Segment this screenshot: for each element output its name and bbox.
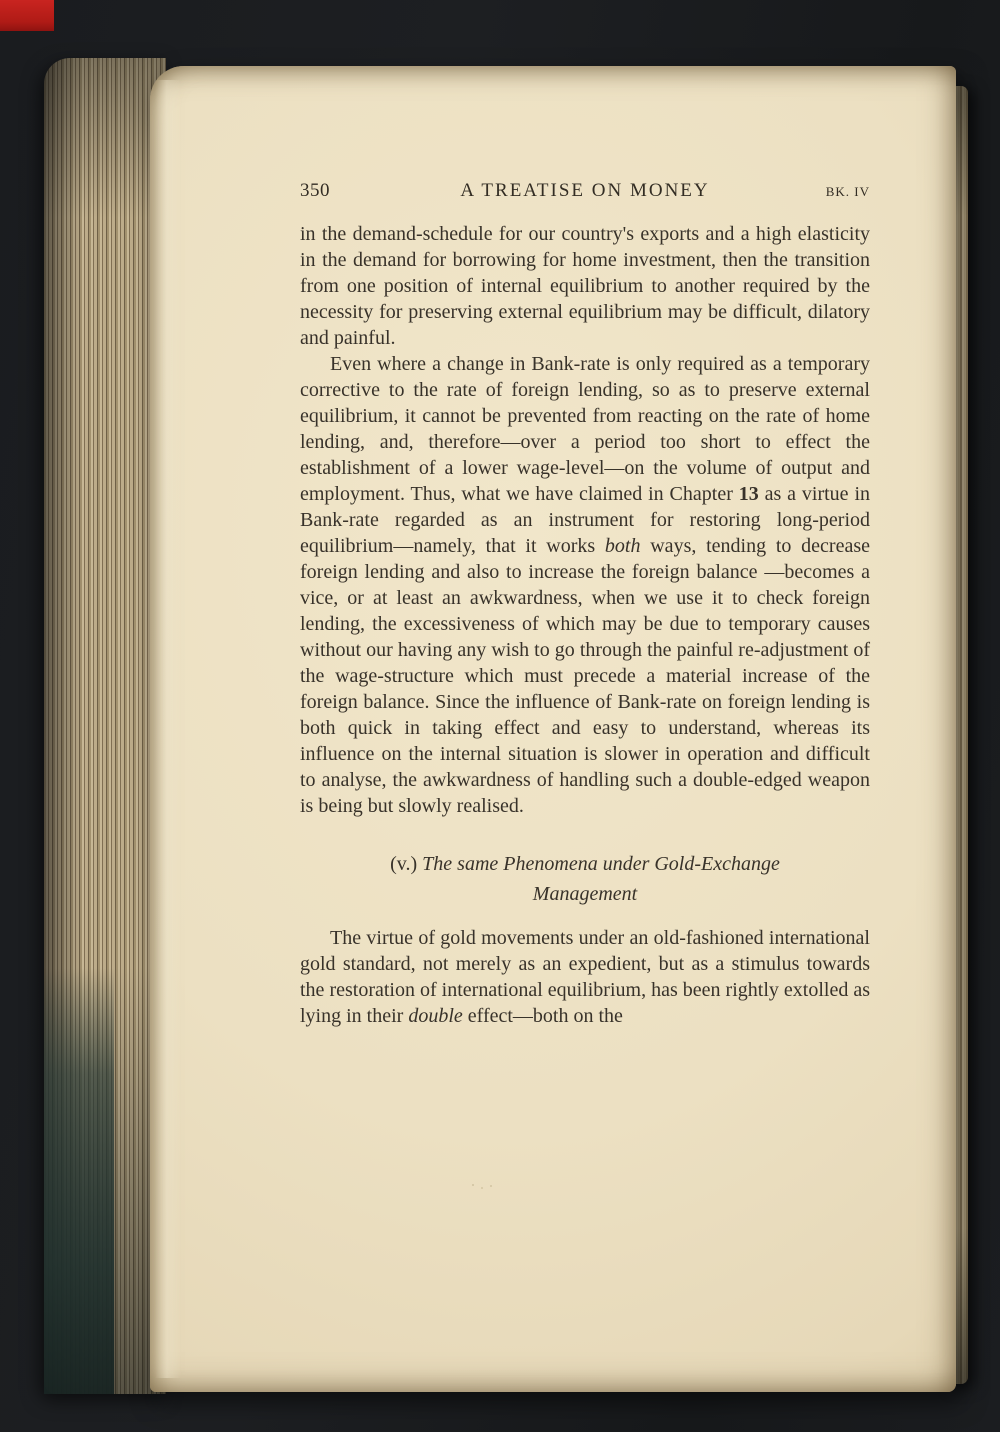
red-label [0, 0, 54, 31]
paragraph-text: as a virtue in Bank-rate regarded as an instrument for restoring long-period equilibrium—namely, that it works [300, 483, 870, 557]
paragraph-text: in the demand-schedule for our country's exports and a high elasticity in the demand for borrowing for home investment, then the transition from one position of internal equilibrium to another required by the necessity for preserving external equilibrium may be difficult, dilatory and painful. [300, 223, 870, 349]
paragraph-text: effect—both on the [462, 1005, 623, 1027]
body-paragraph [300, 351, 870, 819]
chapter-number: 13 [738, 483, 759, 505]
heading-text: The same Phenomena under Gold-Exchange [422, 853, 780, 875]
italic-word: double [408, 1005, 463, 1027]
paragraph-text: The virtue of gold movements under an old-fashioned international gold standard, not merely as an expedient, but as a stimulus towards the restoration of international equilibrium, has been rightly extolled as lying in their [300, 927, 870, 1027]
paragraph-text: ways, tending to decrease foreign lending and also to increase the foreign balance —becomes a vice, or at least an awkwardness, when we use it to check foreign lending, the excessiveness of which may be due to temporary causes without our having any wish to go through the painful re-adjustment of the wage-structure which must precede a material increase of the foreign balance. Since the influence of Bank-rate on foreign lending is both quick in taking effect and easy to understand, whereas its influence on the internal situation is slower in operation and difficult to analyse, the awkwardness of handling such a double-edged weapon is being but slowly realised. [300, 535, 870, 817]
book-page [150, 66, 956, 1392]
italic-word: both [604, 535, 641, 557]
book-part-label: BK. IV [825, 184, 870, 199]
page-number: 350 [300, 180, 330, 201]
heading-line: Management [532, 883, 638, 905]
section-heading [300, 849, 870, 909]
paragraph-text: Even where a change in Bank-rate is only required as a temporary corrective to the rate of foreign lending, so as to preserve external equilibrium, it cannot be prevented from reacting on the rate of home lending, and, therefore—over a period too short to effect the establishment of a lower wage-level—on the volume of output and employment. Thus, what we have claimed in Chapter [300, 353, 870, 505]
body-paragraph [300, 925, 870, 1029]
body-paragraph [300, 221, 870, 351]
running-title: A TREATISE ON MONEY [460, 180, 710, 201]
book-cover-edge [44, 968, 114, 1394]
paper-speckle [472, 1184, 474, 1186]
page-content [300, 178, 870, 1029]
heading-line [300, 849, 870, 879]
running-header [300, 178, 870, 205]
heading-prefix: (v.) [390, 853, 423, 875]
